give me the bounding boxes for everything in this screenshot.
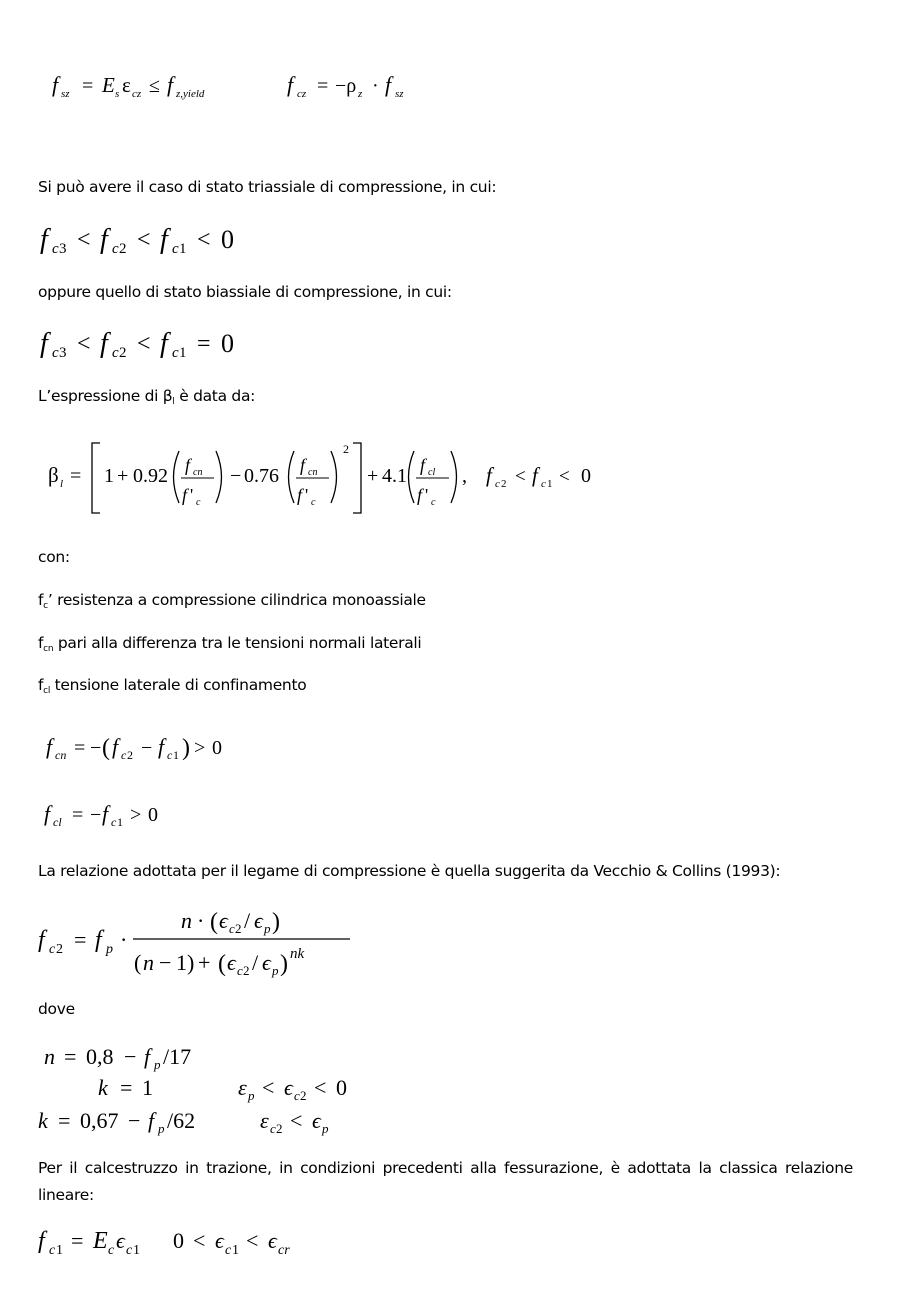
svg-text:f: f xyxy=(420,455,426,475)
svg-text:+: + xyxy=(367,465,379,487)
svg-text:1): 1) xyxy=(176,950,195,975)
svg-text:1: 1 xyxy=(179,345,187,361)
svg-text:c: c xyxy=(196,497,201,508)
svg-text:·: · xyxy=(120,927,128,952)
svg-text:−: − xyxy=(230,465,242,487)
svg-text:p: p xyxy=(264,921,271,936)
beta-intro-rest: è data da: xyxy=(174,387,256,405)
svg-text:ϵ: ϵ xyxy=(215,1228,224,1253)
def2-text: pari alla differenza tra le tensioni normali laterali xyxy=(53,634,422,652)
svg-text:c: c xyxy=(172,345,179,361)
svg-text:<: < xyxy=(137,227,151,253)
svg-text:z,yield: z,yield xyxy=(176,88,205,100)
svg-text:cn: cn xyxy=(308,467,318,478)
svg-text:c: c xyxy=(108,1243,115,1258)
svg-text:+: + xyxy=(198,950,211,975)
svg-text:=: = xyxy=(197,331,211,357)
svg-text:−ρ: −ρ xyxy=(335,75,357,97)
svg-text:f: f xyxy=(185,455,191,475)
svg-text:s: s xyxy=(115,88,120,100)
def2-symbol: f xyxy=(38,634,44,652)
svg-text:c: c xyxy=(52,345,59,361)
svg-text:p: p xyxy=(154,1057,161,1072)
svg-text:ϵ: ϵ xyxy=(262,950,271,975)
def1-text: ’ resistenza a compressione cilindrica monoassiale xyxy=(47,591,426,609)
svg-text:ε: ε xyxy=(260,1108,269,1133)
svg-text:z: z xyxy=(358,88,363,100)
svg-text:f: f xyxy=(167,72,174,97)
svg-text:c: c xyxy=(311,497,316,508)
svg-text:−: − xyxy=(90,737,102,759)
svg-text:β: β xyxy=(48,463,59,487)
svg-text:=: = xyxy=(70,465,82,487)
svg-text:(: ( xyxy=(134,950,142,975)
svg-text:p: p xyxy=(248,1088,255,1103)
svg-text:1: 1 xyxy=(133,1243,140,1258)
svg-text:>: > xyxy=(130,804,142,826)
svg-text:c: c xyxy=(111,815,117,829)
svg-text:1: 1 xyxy=(173,748,179,762)
svg-text:cz: cz xyxy=(132,88,142,100)
svg-text:<: < xyxy=(314,1075,327,1100)
svg-text:=: = xyxy=(120,1075,133,1100)
paragraph-vecchio: La relazione adottata per il legame di compressione è quella suggerita da Vecchio & Collins (1993): xyxy=(38,862,781,880)
paragraph-beta-intro xyxy=(38,386,255,412)
svg-text:<: < xyxy=(262,1075,275,1100)
svg-text:nk: nk xyxy=(290,946,305,962)
equation-fcl xyxy=(44,797,224,833)
svg-text:=: = xyxy=(82,75,94,97)
equation-fcn xyxy=(46,730,276,766)
svg-text:cn: cn xyxy=(193,467,203,478)
equation-triaxial xyxy=(40,222,270,258)
equation-vecchio-collins xyxy=(38,900,378,984)
def1-sub: c xyxy=(43,601,48,611)
svg-text:0: 0 xyxy=(173,1228,184,1253)
svg-text:p: p xyxy=(106,942,113,957)
svg-text:−: − xyxy=(141,737,153,759)
svg-text:=: = xyxy=(58,1108,71,1133)
def3-sub: cl xyxy=(43,686,51,696)
svg-text:−: − xyxy=(90,804,102,826)
svg-text:E: E xyxy=(102,73,115,97)
svg-text:2: 2 xyxy=(276,1121,283,1136)
svg-text:4.1: 4.1 xyxy=(382,465,407,487)
svg-text:c: c xyxy=(112,241,119,257)
svg-text:0: 0 xyxy=(221,329,234,358)
svg-text:l: l xyxy=(60,478,64,490)
svg-text:f: f xyxy=(102,801,109,826)
svg-text:c: c xyxy=(229,921,235,936)
svg-text:f: f xyxy=(417,485,423,505)
svg-text:c: c xyxy=(167,748,173,762)
svg-text:c: c xyxy=(49,942,56,957)
svg-text:c: c xyxy=(541,478,546,490)
equation-beta xyxy=(48,437,628,517)
equation-tension xyxy=(38,1226,338,1262)
svg-text:=: = xyxy=(317,75,329,97)
svg-text:=: = xyxy=(74,737,86,759)
svg-text:': ' xyxy=(190,485,194,505)
svg-text:=: = xyxy=(71,1228,84,1253)
svg-text:(: ( xyxy=(218,951,226,977)
svg-text:<: < xyxy=(515,466,526,487)
svg-text:/17: /17 xyxy=(163,1044,192,1069)
svg-text:f: f xyxy=(52,72,59,97)
svg-text:f: f xyxy=(144,1044,151,1069)
svg-text:(: ( xyxy=(102,735,110,761)
svg-text:ϵ: ϵ xyxy=(312,1108,321,1133)
svg-text:c: c xyxy=(225,1243,232,1258)
svg-text:f: f xyxy=(44,801,51,826)
svg-text:ϵ: ϵ xyxy=(268,1228,277,1253)
svg-text:ϵ: ϵ xyxy=(116,1228,125,1253)
paragraph-dove: dove xyxy=(38,1000,75,1018)
svg-text:0: 0 xyxy=(581,465,591,487)
svg-text:': ' xyxy=(425,485,429,505)
svg-text:c: c xyxy=(431,497,436,508)
svg-text:': ' xyxy=(305,485,309,505)
svg-text:c: c xyxy=(52,241,59,257)
svg-text:f: f xyxy=(385,72,392,97)
svg-text:n: n xyxy=(44,1044,55,1069)
svg-text:<: < xyxy=(559,466,570,487)
svg-text:p: p xyxy=(158,1121,165,1136)
svg-text:ε: ε xyxy=(238,1075,247,1100)
svg-text:<: < xyxy=(137,331,151,357)
svg-text:): ) xyxy=(272,909,280,935)
definition-fcn xyxy=(38,633,421,659)
svg-text:): ) xyxy=(182,735,190,761)
svg-text:0: 0 xyxy=(212,737,222,759)
svg-text:f: f xyxy=(40,328,48,359)
svg-text:1: 1 xyxy=(56,1243,63,1258)
svg-text:(: ( xyxy=(210,909,218,935)
svg-text:E: E xyxy=(93,1228,108,1254)
svg-text:2: 2 xyxy=(119,345,127,361)
svg-text:c: c xyxy=(294,1088,300,1103)
svg-text:0: 0 xyxy=(221,225,234,254)
svg-text:<: < xyxy=(77,227,91,253)
svg-text:cl: cl xyxy=(428,467,436,478)
svg-text:c: c xyxy=(49,1243,56,1258)
definition-fcl xyxy=(38,675,306,701)
svg-text:ε: ε xyxy=(122,73,131,97)
svg-text:ϵ: ϵ xyxy=(227,950,236,975)
svg-text:k: k xyxy=(38,1108,48,1133)
svg-text:0.92: 0.92 xyxy=(133,465,168,487)
svg-text:2: 2 xyxy=(235,921,242,936)
svg-text:k: k xyxy=(98,1075,108,1100)
svg-text:sz: sz xyxy=(61,88,70,100)
def2-sub: cn xyxy=(43,644,54,654)
equation-n-k xyxy=(38,1038,418,1142)
svg-text:f: f xyxy=(532,463,538,487)
svg-text:f: f xyxy=(95,927,102,953)
svg-text:ϵ: ϵ xyxy=(284,1075,293,1100)
svg-text:1: 1 xyxy=(104,465,114,487)
svg-text:3: 3 xyxy=(59,241,67,257)
svg-text:f: f xyxy=(38,927,45,953)
svg-text:−: − xyxy=(124,1044,137,1069)
svg-text:1: 1 xyxy=(232,1243,239,1258)
svg-text:·: · xyxy=(372,75,379,97)
svg-text:f: f xyxy=(486,463,492,487)
svg-text:1: 1 xyxy=(179,241,187,257)
svg-text:f: f xyxy=(112,734,119,759)
svg-text:cz: cz xyxy=(297,88,307,100)
svg-text:0: 0 xyxy=(148,804,158,826)
svg-text:=: = xyxy=(64,1044,77,1069)
svg-text:f: f xyxy=(300,455,306,475)
svg-text:ϵ: ϵ xyxy=(219,908,228,933)
svg-text:2: 2 xyxy=(300,1088,307,1103)
svg-text:cr: cr xyxy=(278,1243,290,1258)
svg-text:2: 2 xyxy=(501,478,507,490)
svg-text:f: f xyxy=(148,1108,155,1133)
definition-fc xyxy=(38,590,426,616)
svg-text:1: 1 xyxy=(547,478,553,490)
svg-text:c: c xyxy=(126,1243,133,1258)
svg-text:f: f xyxy=(160,224,168,255)
svg-text:<: < xyxy=(290,1108,303,1133)
svg-text:f: f xyxy=(46,734,53,759)
paragraph-biaxial: oppure quello di stato biassiale di compressione, in cui: xyxy=(38,283,452,301)
svg-text:f: f xyxy=(100,328,108,359)
svg-text:1: 1 xyxy=(142,1075,153,1100)
svg-text:f: f xyxy=(100,224,108,255)
paragraph-con: con: xyxy=(38,548,70,566)
svg-text:2: 2 xyxy=(243,963,250,978)
svg-text:−: − xyxy=(128,1108,141,1133)
svg-text:c: c xyxy=(121,748,127,762)
svg-text:,: , xyxy=(462,465,467,487)
svg-text:): ) xyxy=(280,951,288,977)
svg-text:f: f xyxy=(287,72,294,97)
def3-text: tensione laterale di confinamento xyxy=(50,676,307,694)
def3-symbol: f xyxy=(38,676,44,694)
svg-text:≤: ≤ xyxy=(149,75,160,97)
svg-text:2: 2 xyxy=(127,748,133,762)
svg-text:n: n xyxy=(143,950,154,975)
svg-text:−: − xyxy=(159,950,172,975)
svg-text:<: < xyxy=(246,1228,259,1253)
svg-text:0.76: 0.76 xyxy=(244,465,279,487)
svg-text:f: f xyxy=(160,328,168,359)
svg-text:2: 2 xyxy=(56,942,63,957)
svg-text:f: f xyxy=(297,485,303,505)
svg-text:/: / xyxy=(252,950,259,975)
svg-text:c: c xyxy=(495,478,500,490)
svg-text:/62: /62 xyxy=(167,1108,196,1133)
svg-text:c: c xyxy=(237,963,243,978)
svg-text:f: f xyxy=(182,485,188,505)
svg-text:<: < xyxy=(77,331,91,357)
svg-text:+: + xyxy=(117,465,129,487)
svg-text:f: f xyxy=(40,224,48,255)
svg-text:cl: cl xyxy=(53,815,62,829)
svg-text:0,67: 0,67 xyxy=(80,1108,119,1133)
svg-text:p: p xyxy=(272,963,279,978)
svg-text:f: f xyxy=(38,1228,45,1254)
svg-text:2: 2 xyxy=(343,442,349,456)
paragraph-tension: Per il calcestruzzo in trazione, in condizioni precedenti alla fessurazione, è adottata la classica relazione lineare: xyxy=(38,1159,853,1204)
svg-text:/: / xyxy=(244,908,251,933)
svg-text:<: < xyxy=(193,1228,206,1253)
svg-text:·: · xyxy=(197,908,205,933)
svg-text:=: = xyxy=(74,927,87,952)
def1-symbol: f xyxy=(38,591,44,609)
beta-intro-text: L’espressione di β xyxy=(38,387,173,405)
svg-text:c: c xyxy=(172,241,179,257)
svg-text:sz: sz xyxy=(395,88,404,100)
svg-text:cn: cn xyxy=(55,748,67,762)
svg-text:c: c xyxy=(112,345,119,361)
svg-text:n: n xyxy=(181,908,192,933)
svg-text:=: = xyxy=(72,804,84,826)
svg-text:p: p xyxy=(322,1121,329,1136)
svg-text:1: 1 xyxy=(117,815,123,829)
svg-text:ϵ: ϵ xyxy=(254,908,263,933)
svg-text:<: < xyxy=(197,227,211,253)
svg-text:c: c xyxy=(270,1121,276,1136)
equation-fsz xyxy=(52,68,452,104)
svg-text:2: 2 xyxy=(119,241,127,257)
svg-text:f: f xyxy=(158,734,165,759)
equation-biaxial xyxy=(40,326,270,362)
svg-text:0,8: 0,8 xyxy=(86,1044,114,1069)
svg-text:0: 0 xyxy=(336,1075,347,1100)
svg-text:>: > xyxy=(194,737,206,759)
paragraph-triaxial: Si può avere il caso di stato triassiale di compressione, in cui: xyxy=(38,178,497,196)
beta-intro-sub: l xyxy=(172,397,175,407)
svg-text:3: 3 xyxy=(59,345,67,361)
